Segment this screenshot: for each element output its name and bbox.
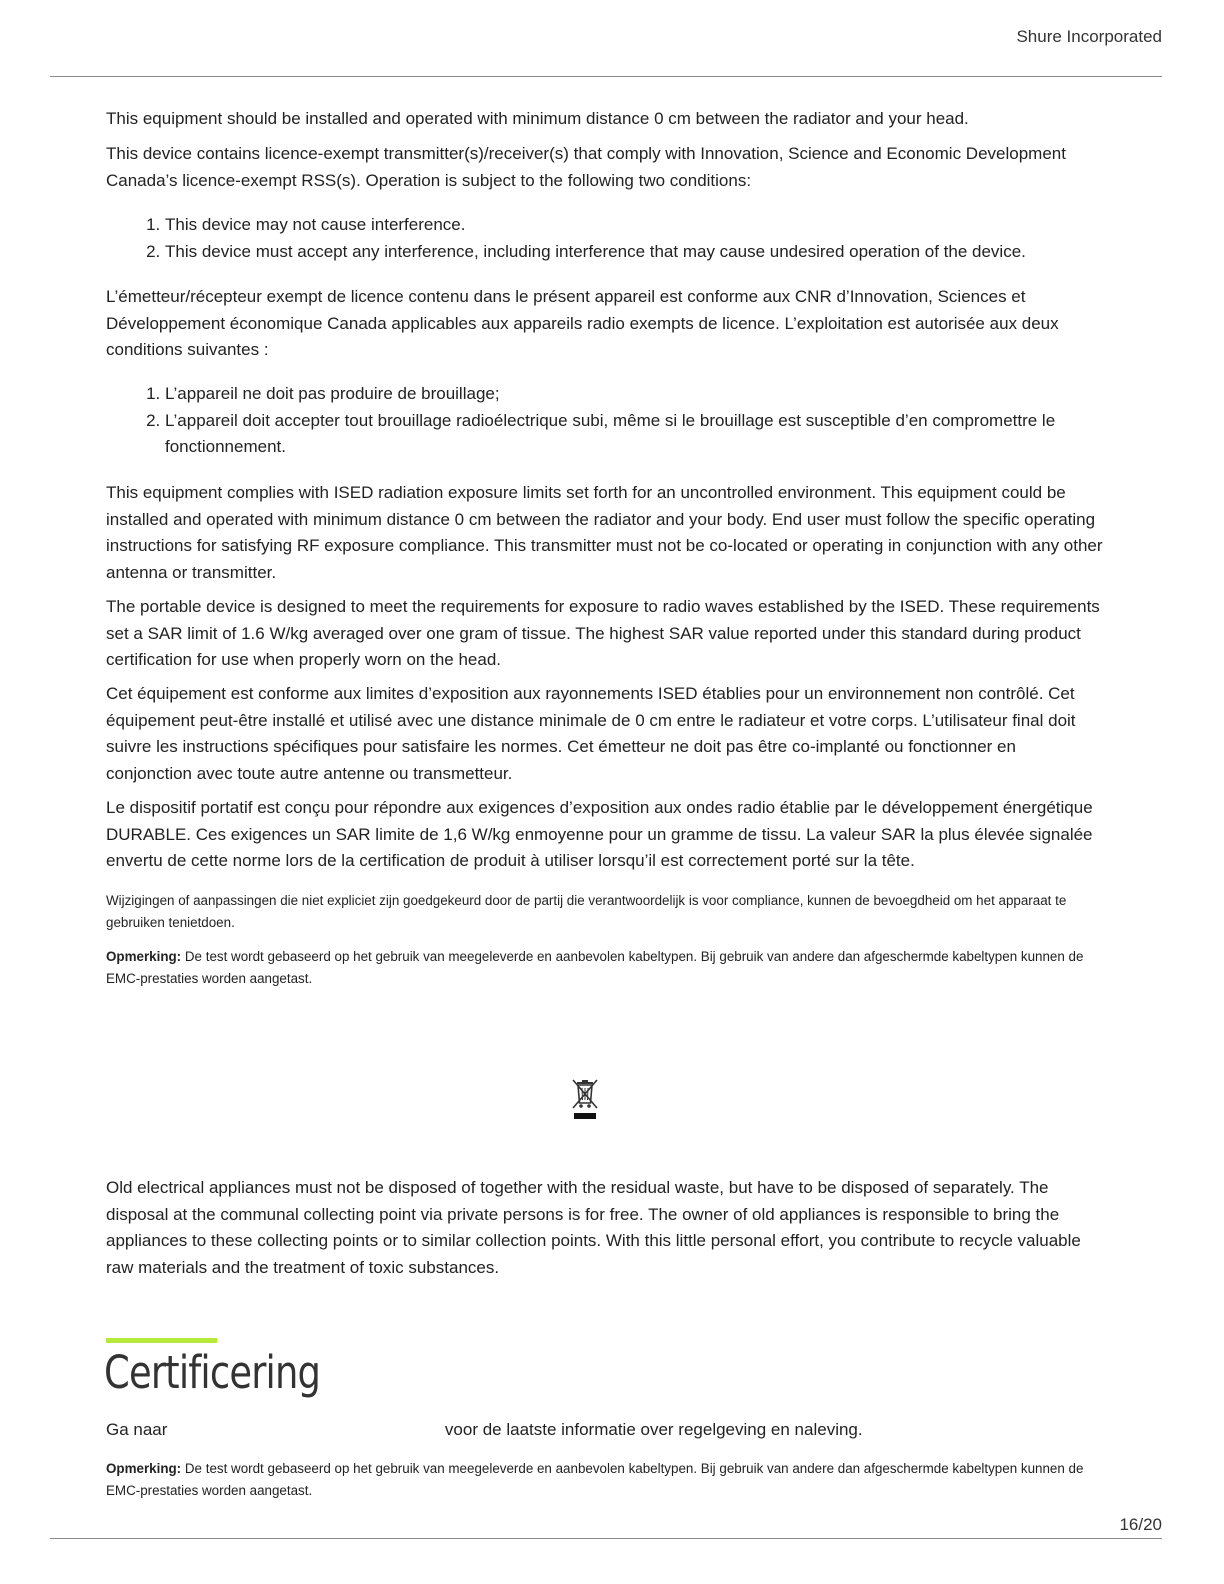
paragraph-ised-en: This device contains licence-exempt transmitter(s)/receiver(s) that comply with Innovation, Science and Economic Development Canada’s licence-exempt RSS(s). Operation is subject to the following two conditions: bbox=[106, 144, 1066, 190]
page-number: 16/20 bbox=[1119, 1515, 1162, 1534]
list-item: 1. This device may not cause interference. bbox=[165, 212, 1165, 239]
cert-line-after: voor de laatste informatie over regelgeving en naleving. bbox=[444, 1420, 863, 1439]
paragraph-sar-en: The portable device is designed to meet the requirements for exposure to radio waves established by the ISED. These requirements set a SAR limit of 1.6 W/kg averaged over one gram of tissue. The highest SAR value reported under this standard during product certification for use when properly worn on the head. bbox=[106, 597, 1100, 670]
certification-line bbox=[106, 1417, 863, 1443]
cert-line-before: Ga naar bbox=[106, 1420, 168, 1439]
conditions-list-fr bbox=[106, 381, 1165, 461]
note-text: De test wordt gebaseerd op het gebruik van meegeleverde en aanbevolen kabeltypen. Bij gebruik van andere dan afgeschermde kabeltypen kunnen de EMC-prestaties worden aangetast. bbox=[106, 1461, 1084, 1498]
section-accent-bar bbox=[106, 1338, 217, 1343]
paragraph-exposure-fr: Cet équipement est conforme aux limites d’exposition aux rayonnements ISED établies pour un environnement non contrôlé. Cet équipement peut-être installé et utilisé avec une distance minimale de 0 cm entre le radiateur et votre corps. L’utilisateur final doit suivre les instructions spécifiques pour satisfaire les normes. Cet émetteur ne doit pas être co-implanté ou fonctionner en conjonction avec toute autre antenne ou transmetteur. bbox=[106, 684, 1076, 783]
paragraph-ised-fr: L’émetteur/récepteur exempt de licence contenu dans le présent appareil est conforme aux CNR d’Innovation, Sciences et Développement économique Canada applicables aux appareils radio exempts de licence. L’exploitation est autorisée aux deux conditions suivantes : bbox=[106, 287, 1059, 360]
list-item: 2. L’appareil doit accepter tout brouillage radioélectrique subi, même si le brouillage est susceptible d’en compromettre le fonctionnement. bbox=[165, 408, 1165, 461]
paragraph-exposure-en: This equipment complies with ISED radiation exposure limits set forth for an uncontrolled environment. This equipment could be installed and operated with minimum distance 0 cm between the radiator and your body. End user must follow the specific operating instructions for satisfying RF exposure compliance. This transmitter must not be co-located or operating in conjunction with any other antenna or transmitter. bbox=[106, 483, 1103, 582]
list-item: 1. L’appareil ne doit pas produire de brouillage; bbox=[165, 381, 1165, 408]
note-emc-certification bbox=[106, 1458, 1106, 1501]
header-company: Shure Incorporated bbox=[1016, 27, 1162, 46]
list-item: 2. This device must accept any interference, including interference that may cause undesired operation of the device. bbox=[165, 239, 1165, 266]
section-title: Certificering bbox=[104, 1346, 321, 1399]
paragraph-modifications-nl: Wijzigingen of aanpassingen die niet expliciet zijn goedgekeurd door de partij die verantwoordelijk is voor compliance, kunnen de bevoegdheid om het apparaat te gebruiken tenietdoen. bbox=[106, 893, 1067, 930]
note-emc bbox=[106, 946, 1106, 989]
note-label: Opmerking: bbox=[106, 949, 182, 964]
paragraph-sar-fr: Le dispositif portatif est conçu pour répondre aux exigences d’exposition aux ondes radio établie par le développement énergétique DURABLE. Ces exigences un SAR limite de 1,6 W/kg enmoyenne pour un gramme de tissu. La valeur SAR la plus élevée signalée envertu de cette norme lors de la certification de produit à utiliser lorsqu’il est correctement porté sur la tête. bbox=[106, 798, 1093, 871]
crossed-out-wheelie-bin-icon bbox=[570, 1079, 600, 1121]
paragraph-head-distance: This equipment should be installed and operated with minimum distance 0 cm between the radiator and your head. bbox=[106, 109, 969, 128]
conditions-list-en bbox=[106, 212, 1165, 265]
footer-divider bbox=[50, 1538, 1162, 1539]
note-text: De test wordt gebaseerd op het gebruik van meegeleverde en aanbevolen kabeltypen. Bij gebruik van andere dan afgeschermde kabeltypen kunnen de EMC-prestaties worden aangetast. bbox=[106, 949, 1084, 986]
paragraph-disposal: Old electrical appliances must not be disposed of together with the residual waste, but have to be disposed of separately. The disposal at the communal collecting point via private persons is for free. The owner of old appliances is responsible to bring the appliances to these collecting points or to similar collection points. With this little personal effort, you contribute to recycle valuable raw materials and the treatment of toxic substances. bbox=[106, 1178, 1081, 1277]
note-label: Opmerking: bbox=[106, 1461, 182, 1476]
header-divider bbox=[50, 76, 1162, 77]
